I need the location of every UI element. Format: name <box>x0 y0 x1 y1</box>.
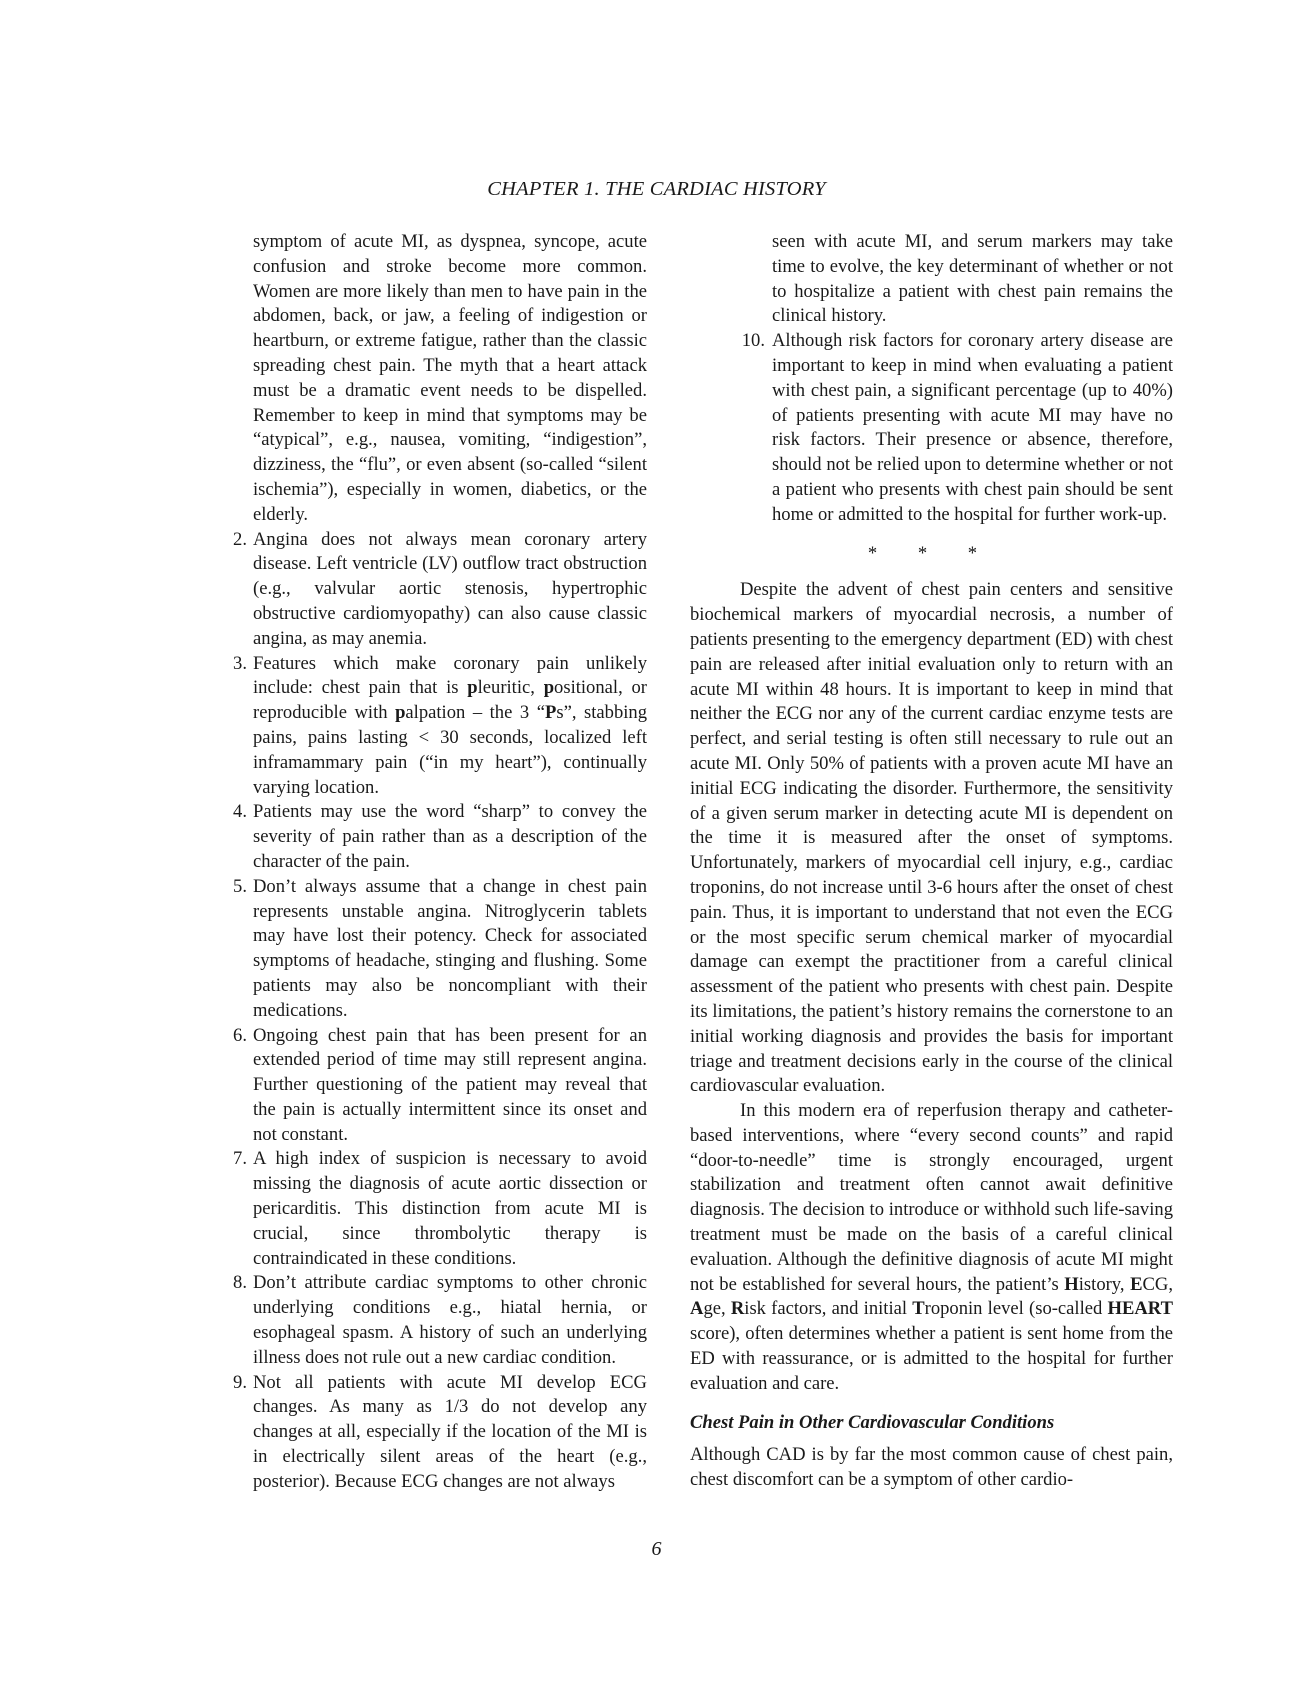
item-number: 4. <box>233 801 247 823</box>
list-item <box>225 1147 647 1271</box>
item-number: 9. <box>233 1371 247 1393</box>
item-text: Angina does not always mean coronary artery disease. Left ventricle (LV) outflow tract obstruction (e.g., valvular aortic stenosis, hypertrophic obstructive cardiomyopathy) can also cause classic angina, as may anemia. <box>253 528 647 649</box>
item-number: 7. <box>233 1148 247 1170</box>
item-number: 5. <box>233 875 247 897</box>
item-number: 2. <box>233 528 247 550</box>
list-item <box>225 528 647 652</box>
item-text: Not all patients with acute MI develop ECG changes. As many as 1/3 do not develop any changes at all, especially if the location of the MI is in electrically silent areas of the heart (e.g., posterior). Because ECG changes are not always <box>253 1371 647 1492</box>
item-1-continuation: symptom of acute MI, as dyspnea, syncope, acute confusion and stroke become more common. Women are more likely than men to have pain in the abdomen, back, or jaw, a feeling of indigestion or heartburn, or extreme fatigue, rather than the classic spreading chest pain. The myth that a heart attack must be a dramatic event needs to be dispelled. Remember to keep in mind that symptoms may be “atypical”, e.g., nausea, vomiting, “indigestion”, dizziness, the “flu”, or even absent (so-called “silent ischemia”), especially in women, diabetics, or the elderly. <box>253 231 647 525</box>
item-number: 8. <box>233 1272 247 1294</box>
item-number: 6. <box>233 1024 247 1046</box>
list-item <box>225 652 647 801</box>
item-text: Don’t always assume that a change in chest pain represents unstable angina. Nitroglycerin tablets may have lost their potency. Check for associated symptoms of headache, stinging and flushing. Some patients may also be noncompliant with their medications. <box>253 875 647 1021</box>
item-text: Patients may use the word “sharp” to convey the severity of pain rather than as a description of the character of the pain. <box>253 801 647 872</box>
item-number: 10. <box>741 330 765 352</box>
body-paragraph: Although CAD is by far the most common cause of chest pain, chest discomfort can be a symptom of other cardio- <box>690 1444 1173 1491</box>
item-text: Don’t attribute cardiac symptoms to other chronic underlying conditions e.g., hiatal hernia, or esophageal spasm. A history of such an underlying illness does not rule out a new cardiac condition. <box>253 1272 647 1368</box>
body-paragraph-heart: In this modern era of reperfusion therapy and catheter-based interventions, where “every second counts” and rapid “door-to-needle” time is strongly encouraged, urgent stabilization and treatment often cannot await definitive diagnosis. The decision to introduce or withhold such life-saving treatment must be made on the basis of a careful clinical evaluation. Although the definitive diagnosis of acute MI might not be established for several hours, the patient’s History, ECG, Age, Risk factors, and initial Troponin level (so-called HEART score), often determines whether a patient is sent home from the ED with reassurance, or is admitted to the hospital for further evaluation and care. <box>690 1100 1173 1394</box>
list-item <box>690 329 1173 527</box>
list-item <box>225 875 647 1024</box>
left-column <box>225 230 647 1495</box>
item-9-continuation: seen with acute MI, and serum markers may take time to evolve, the key determinant of whether or not to hospitalize a patient with chest pain remains the clinical history. <box>772 231 1173 327</box>
numbered-list <box>225 528 647 1495</box>
list-item <box>225 1271 647 1370</box>
item-number: 3. <box>233 652 247 674</box>
item-text: Ongoing chest pain that has been present for an extended period of time may still represent angina. Further questioning of the patient may reveal that the pain is actually intermittent since its onset and not constant. <box>253 1024 647 1145</box>
list-item <box>225 800 647 874</box>
page-number: 6 <box>651 1538 662 1560</box>
section-heading: Chest Pain in Other Cardiovascular Conditions <box>690 1411 1055 1433</box>
list-item <box>225 1371 647 1495</box>
numbered-list-continued <box>690 329 1173 527</box>
list-item <box>225 1024 647 1148</box>
section-separator: * * * <box>867 542 996 564</box>
item-text: Features which make coronary pain unlikely include: chest pain that is pleuritic, positional, or reproducible with palpation – the 3 “Ps”, stabbing pains, pains lasting < 30 seconds, localized left inframammary pain (“in my heart”), continually varying location. <box>253 652 647 798</box>
item-text: A high index of suspicion is necessary to avoid missing the diagnosis of acute aortic dissection or pericarditis. This distinction from acute MI is crucial, since thrombolytic therapy is contraindicated in these conditions. <box>253 1148 647 1269</box>
body-paragraph: Despite the advent of chest pain centers and sensitive biochemical markers of myocardial necrosis, a number of patients presenting to the emergency department (ED) with chest pain are released after initial evaluation only to return with an acute MI within 48 hours. It is important to keep in mind that neither the ECG nor any of the current cardiac enzyme tests are perfect, and serial testing is often still necessary to rule out an acute MI. Only 50% of patients with a proven acute MI have an initial ECG indicating the disorder. Furthermore, the sensitivity of a given serum marker in detecting acute MI is dependent on the time it is measured after the onset of symptoms. Unfortunately, markers of myocardial cell injury, e.g., cardiac troponins, do not increase until 3-6 hours after the onset of chest pain. Thus, it is important to understand that not even the ECG or the most specific serum chemical marker of myocardial damage can exempt the practitioner from a careful clinical assessment of the patient who presents with chest pain. Despite its limitations, the patient’s history remains the cornerstone to an initial working diagnosis and provides the basis for important triage and treatment decisions early in the course of the clinical cardiovascular evaluation. <box>690 579 1173 1097</box>
right-column <box>690 230 1173 1493</box>
item-text: Although risk factors for coronary artery disease are important to keep in mind when evaluating a patient with chest pain, a significant percentage (up to 40%) of patients presenting with acute MI may have no risk factors. Their presence or absence, therefore, should not be relied upon to determine whether or not a patient who presents with chest pain should be sent home or admitted to the hospital for further work-up. <box>772 330 1173 525</box>
running-head: CHAPTER 1. THE CARDIAC HISTORY <box>487 178 826 200</box>
